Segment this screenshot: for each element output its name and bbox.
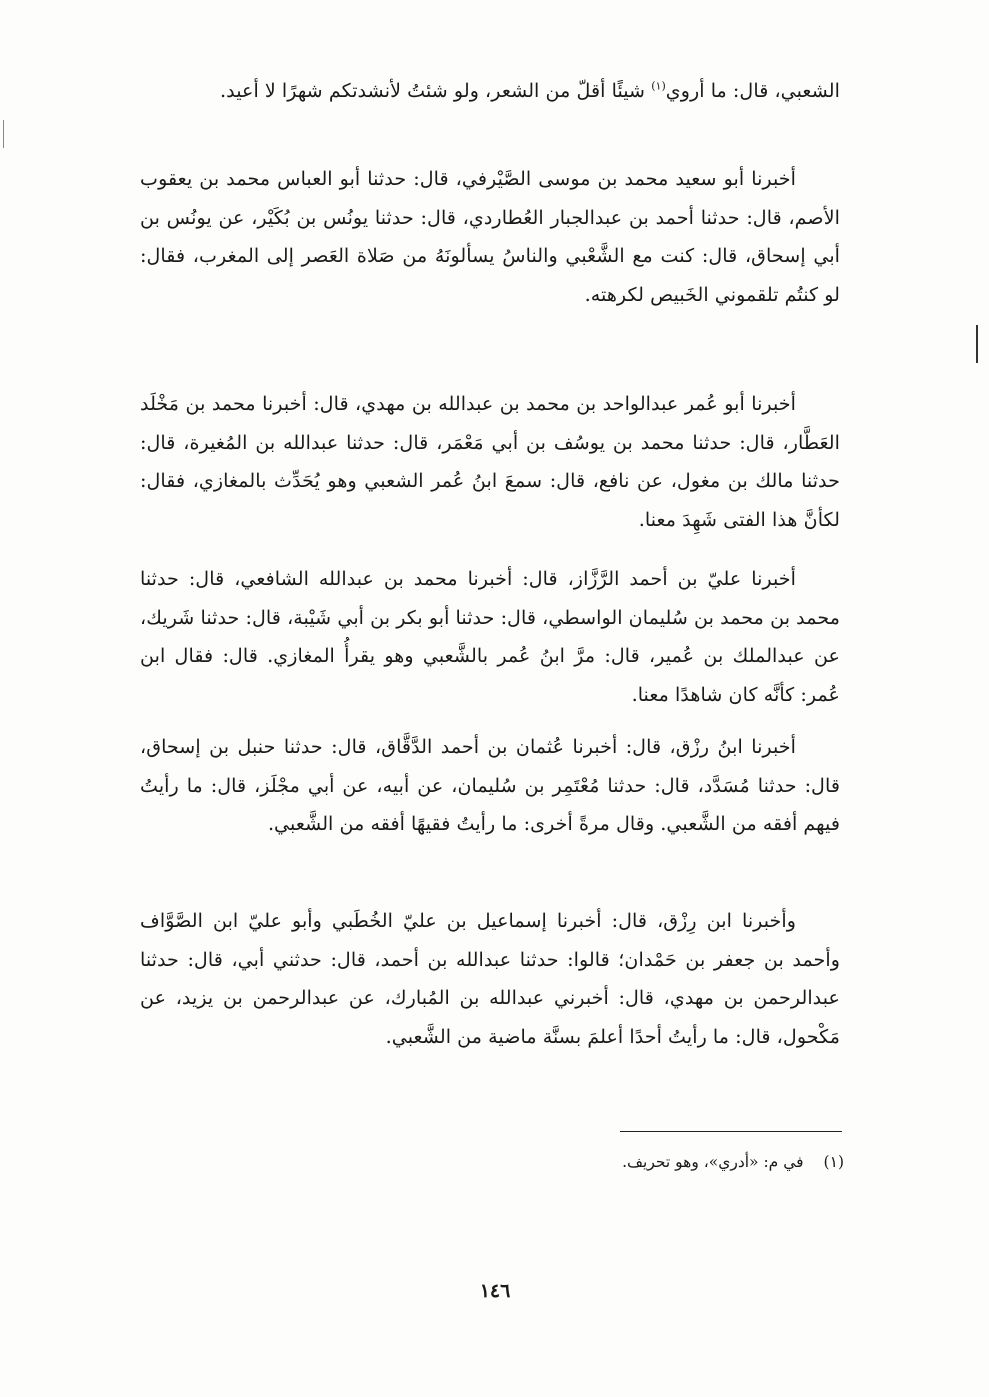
page-number: ١٤٦	[479, 1280, 511, 1302]
paragraph-1	[140, 72, 840, 111]
paragraph-5-text: أخبرنا ابنُ رزْق، قال: أخبرنا عُثمان بن أحمد الدَّقَّاق، قال: حدثنا حنبل بن إسحاق، قال: حدثنا مُسَدَّد، قال: حدثنا مُعْتَمِر بن سُليمان، عن أبيه، عن أبي مجْلَز، قال: ما رأيتُ فيهم أفقه من الشَّعبي. وقال مرةً أخرى: ما رأيتُ فقيهًا أفقه من الشَّعبي.	[140, 735, 840, 836]
paragraph-1-text: الشعبي، قال: ما أروي	[665, 79, 840, 102]
scan-edge-mark	[976, 325, 978, 363]
paragraph-5	[140, 728, 840, 844]
paragraph-6	[140, 902, 840, 1056]
footnote-text: في م: «أدري»، وهو تحريف.	[622, 1153, 804, 1171]
scan-edge-mark-left	[3, 120, 4, 148]
paragraph-2	[140, 160, 840, 314]
paragraph-6-text: وأخبرنا ابن رِزْق، قال: أخبرنا إسماعيل بن عليّ الخُطَبي وأبو عليّ ابن الصَّوَّاف وأحمد بن جعفر بن حَمْدان؛ قالوا: حدثنا عبدالله بن أحمد، قال: حدثني أبي، قال: حدثنا عبدالرحمن بن مهدي، قال: أخبرني عبدالله بن المُبارك، عن عبدالرحمن بن يزيد، عن مَكْحول، قال: ما رأيتُ أحدًا أعلمَ بسنَّة ماضية من الشَّعبي.	[140, 909, 840, 1048]
paragraph-4	[140, 560, 840, 714]
paragraph-4-text: أخبرنا عليّ بن أحمد الرَّزَّاز، قال: أخبرنا محمد بن عبدالله الشافعي، قال: حدثنا محمد بن محمد بن سُليمان الواسطي، قال: حدثنا أبو بكر بن أبي شَيْبة، قال: حدثنا شَريك، عن عبدالملك بن عُمير، قال: مرَّ ابنُ عُمر بالشَّعبي وهو يقرأُ المغازي. قال: فقال ابن عُمر: كأنَّه كان شاهدًا معنا.	[140, 567, 840, 706]
footnote-separator	[620, 1131, 842, 1132]
footnote	[140, 1147, 844, 1177]
paragraph-1-text-cont: شيئًا أقلّ من الشعر، ولو شئتُ لأنشدتكم شهرًا لا أعيد.	[220, 79, 652, 102]
paragraph-3	[140, 385, 840, 539]
paragraph-3-text: أخبرنا أبو عُمر عبدالواحد بن محمد بن عبدالله بن مهدي، قال: أخبرنا محمد بن مَخْلَد العَطَّار، قال: حدثنا محمد بن يوسُف بن أبي مَعْمَر، قال: حدثنا عبدالله بن المُغيرة، قال: حدثنا مالك بن مغول، عن نافع، قال: سمعَ ابنُ عُمر الشعبي وهو يُحَدِّث بالمغازي، فقال: لكأنَّ هذا الفتى شَهِدَ معنا.	[140, 392, 840, 531]
paragraph-2-text: أخبرنا أبو سعيد محمد بن موسى الصَّيْرفي، قال: حدثنا أبو العباس محمد بن يعقوب الأصم، قال: حدثنا أحمد بن عبدالجبار العُطاردي، قال: حدثنا يونُس بن بُكَيْر، عن يونُس بن أبي إسحاق، قال: كنت مع الشَّعْبي والناسُ يسألونَهُ من صَلاة العَصر إلى المغرب، فقال: لو كنتُم تلقموني الخَبيص لكرهته.	[140, 167, 840, 306]
footnote-number: (١)	[823, 1153, 844, 1171]
footnote-ref: (١)	[651, 79, 666, 93]
